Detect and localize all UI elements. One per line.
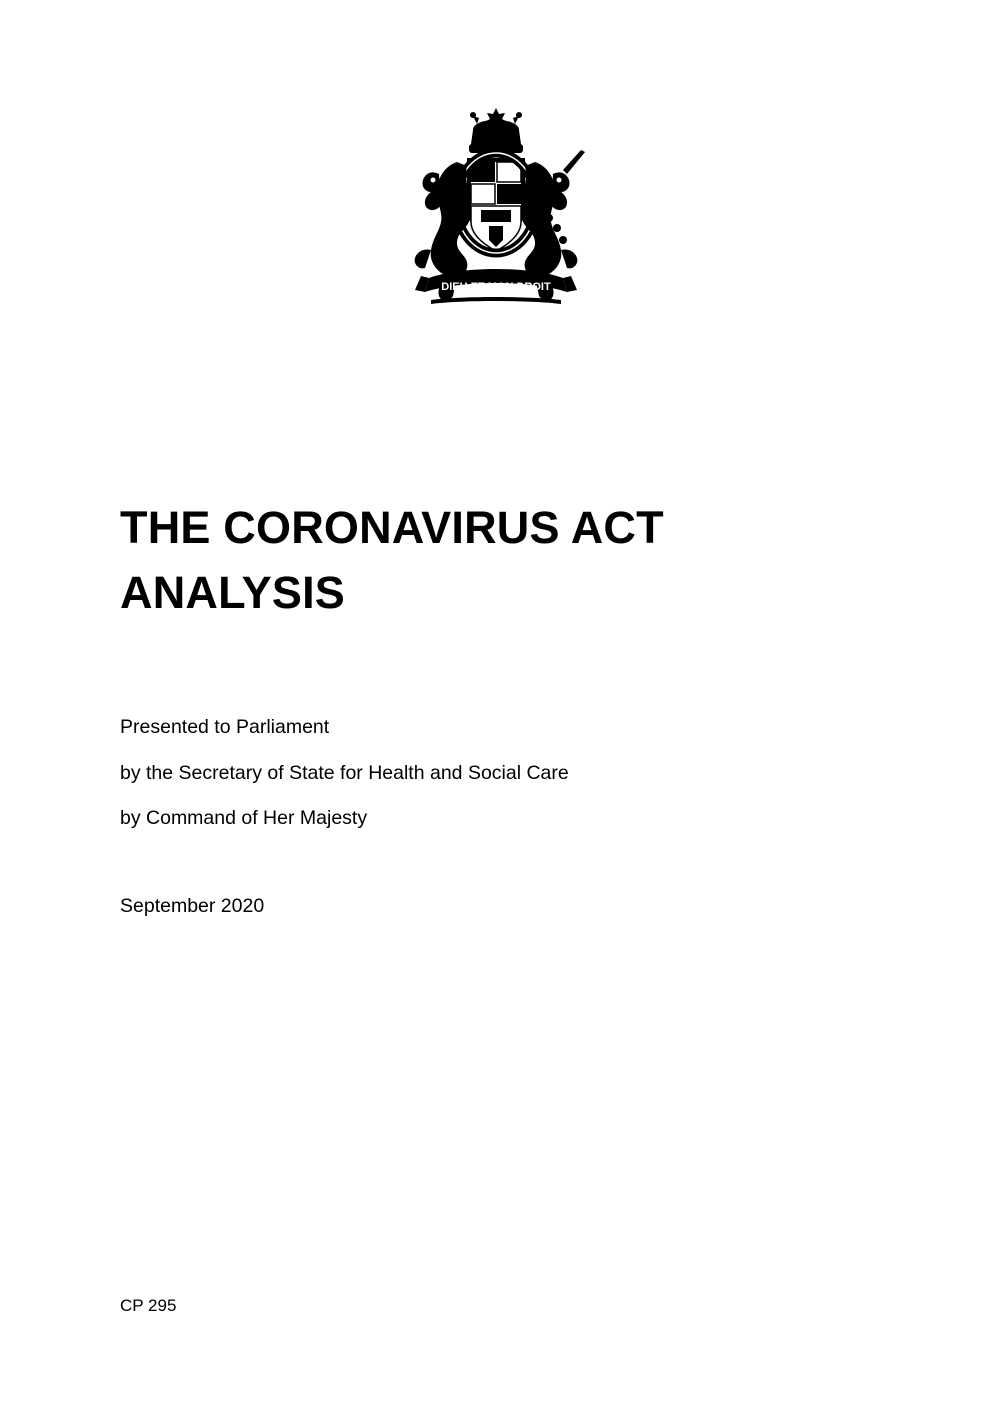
publication-date: September 2020 bbox=[120, 895, 265, 917]
command-paper-number: CP 295 bbox=[120, 1296, 177, 1315]
crest-container bbox=[0, 100, 991, 315]
presentation-block bbox=[120, 718, 840, 855]
svg-text:DIEU ET MON DROIT: DIEU ET MON DROIT bbox=[440, 281, 551, 293]
presentation-line-2: by the Secretary of State for Health and Social Care bbox=[120, 761, 569, 784]
page-title: THE CORONAVIRUS ACT ANALYSIS bbox=[120, 502, 664, 619]
presentation-line-3: by Command of Her Majesty bbox=[120, 807, 368, 829]
title-block bbox=[120, 495, 820, 626]
royal-coat-of-arms-icon bbox=[381, 100, 611, 315]
presentation-line-1: Presented to Parliament bbox=[120, 716, 330, 738]
